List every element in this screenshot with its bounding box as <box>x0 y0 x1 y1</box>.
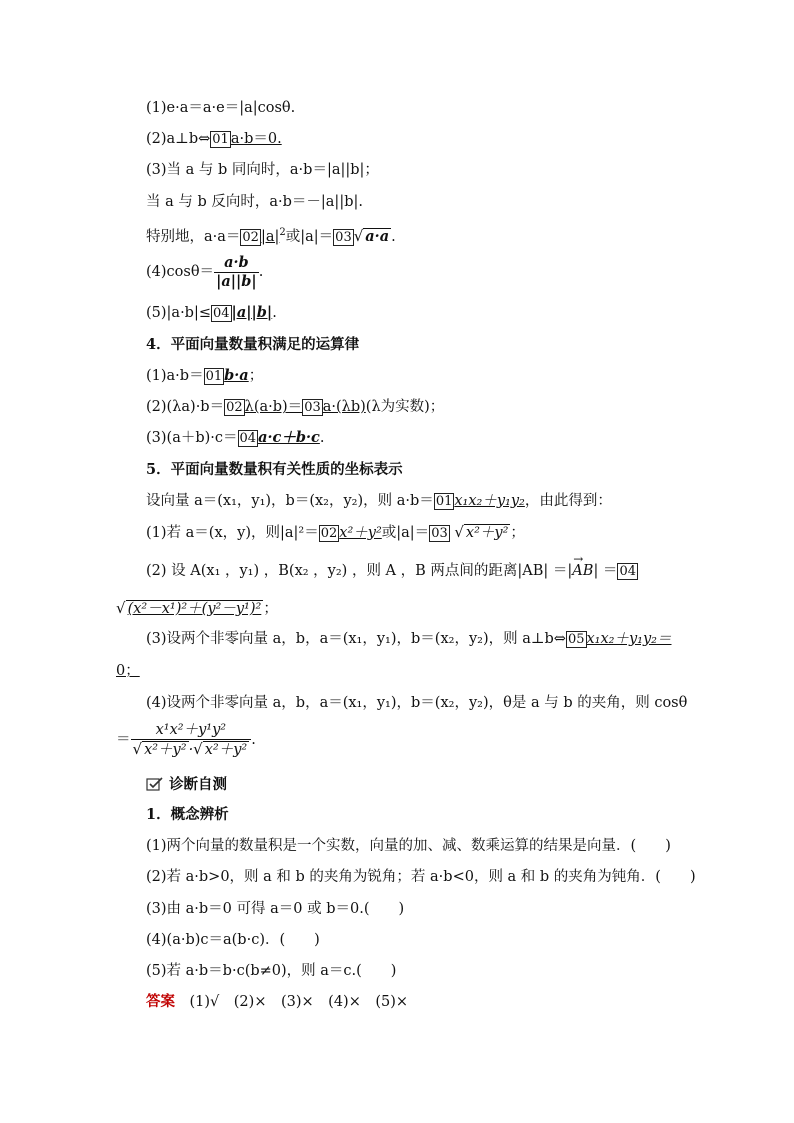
answer-box: 04 <box>619 564 636 579</box>
angle-fraction: $\frac{\text{x¹x²＋y¹y²}}{\text{√ x²＋y² ·√ x²＋y²}}$ <box>131 721 252 759</box>
question-2: (2)若 a·b>0，则 a 和 b 的夹角为锐角；若 a·b<0，则 a 和 b 的夹角为钝角．( ) <box>146 869 696 885</box>
law-3: (3)(a＋b)·c＝ 04 a·c＋b·c. <box>146 429 325 446</box>
property-special: 特别地，a·a＝ 02 $|a|^2$或|a|＝ 03 √ a·a . <box>146 227 396 245</box>
coord-dot-product: 设向量 a＝(x₁，y₁)，b＝(x₂，y₂)，则 a·b＝ 01 x₁x₂＋y₁y₂，由此得到： <box>146 493 612 509</box>
answer-box: 04 <box>239 431 257 446</box>
answer-box: 01 <box>212 132 229 147</box>
diagnostic-heading: 诊断自测 <box>146 775 227 795</box>
question-4: (4)(a·b)c＝a(b·c)．( ) <box>146 932 320 948</box>
section-heading-5: 5．平面向量数量积有关性质的坐标表示 <box>146 461 403 478</box>
law-2: (2)(λa)·b＝ 02 λ(a·b)＝ 03 a·(λb)(λ为实数)； <box>146 399 445 415</box>
answer-box: 03 <box>335 230 352 245</box>
question-1: (1)两个向量的数量积是一个实数，向量的加、减、数乘运算的结果是向量．( ) <box>146 838 671 854</box>
coord-perpendicular: (3)设两个非零向量 a，b，a＝(x₁，y₁)，b＝(x₂，y₂)，则 a⊥b⇔ 05 x₁x₂＋y₁y₂＝ <box>146 631 672 647</box>
property-5: (5)|a·b|≤ 04 |a||b|. <box>146 304 277 321</box>
answer-line <box>146 992 408 1012</box>
property-3: (3)当 a 与 b 同向时，a·b＝|a||b|； <box>146 162 379 178</box>
checkbox-edit-icon <box>146 777 164 791</box>
answer-box: 05 <box>567 632 585 647</box>
answer-box: 01 <box>205 369 223 384</box>
coord-distance: (2) 设 A(x₁ ，y₁) ，B(x₂ ，y₂) ，则 A ，B 两点间的距离|AB| ＝| → AB| ＝ 04 <box>146 552 636 579</box>
coord-perpendicular-cont: 0； <box>116 663 140 679</box>
question-5: (5)若 a·b＝b·c(b≠0)，则 a＝c.( ) <box>146 963 397 979</box>
concept-heading: 1．概念辨析 <box>146 806 229 823</box>
coord-angle-formula: ＝ $\frac{\text{x¹x²＋y¹y²}}{\text{√ x²＋y² ·√ x²＋y²}}$ . <box>116 722 256 758</box>
cos-fraction: $\frac{a\cdot b}{|a||b|}$ <box>216 253 257 290</box>
answer-box: 02 <box>242 230 259 245</box>
answer-box: 01 <box>435 494 453 509</box>
answer-values: (1)√ (2)× (3)× (4)× (5)× <box>189 994 409 1010</box>
section-heading-4: 4．平面向量数量积满足的运算律 <box>146 336 360 353</box>
answer-box: 03 <box>431 526 448 541</box>
answer-box: 02 <box>226 400 243 415</box>
question-3: (3)由 a·b＝0 可得 a＝0 或 b＝0.( ) <box>146 901 405 917</box>
coord-magnitude: (1)若 a＝(x，y)，则|a|²＝ 02 x²＋y²或|a|＝ 03 √ x²＋y² ； <box>146 523 525 541</box>
property-1: (1)e·a＝a·e＝|a|cosθ. <box>146 100 296 116</box>
answer-label: 答案 <box>146 993 175 1010</box>
answer-box: 04 <box>213 306 230 321</box>
property-3-opposite: 当 a 与 b 反向时，a·b＝－|a||b|. <box>146 194 363 210</box>
property-4-cos: (4)cosθ＝ $\frac{a\cdot b}{|a||b|}$ . <box>146 253 264 290</box>
answer-box: 03 <box>304 400 321 415</box>
coord-angle: (4)设两个非零向量 a，b，a＝(x₁，y₁)，b＝(x₂，y₂)，θ是 a 与 b 的夹角，则 cosθ <box>146 695 688 711</box>
property-2: (2)a⊥b⇔ 01 a·b＝0. <box>146 131 282 147</box>
answer-box: 02 <box>320 526 338 541</box>
coord-distance-formula: √ (x²－x¹)²＋(y²－y¹)² ； <box>116 599 278 617</box>
law-1: (1)a·b＝ 01 b·a； <box>146 367 264 384</box>
